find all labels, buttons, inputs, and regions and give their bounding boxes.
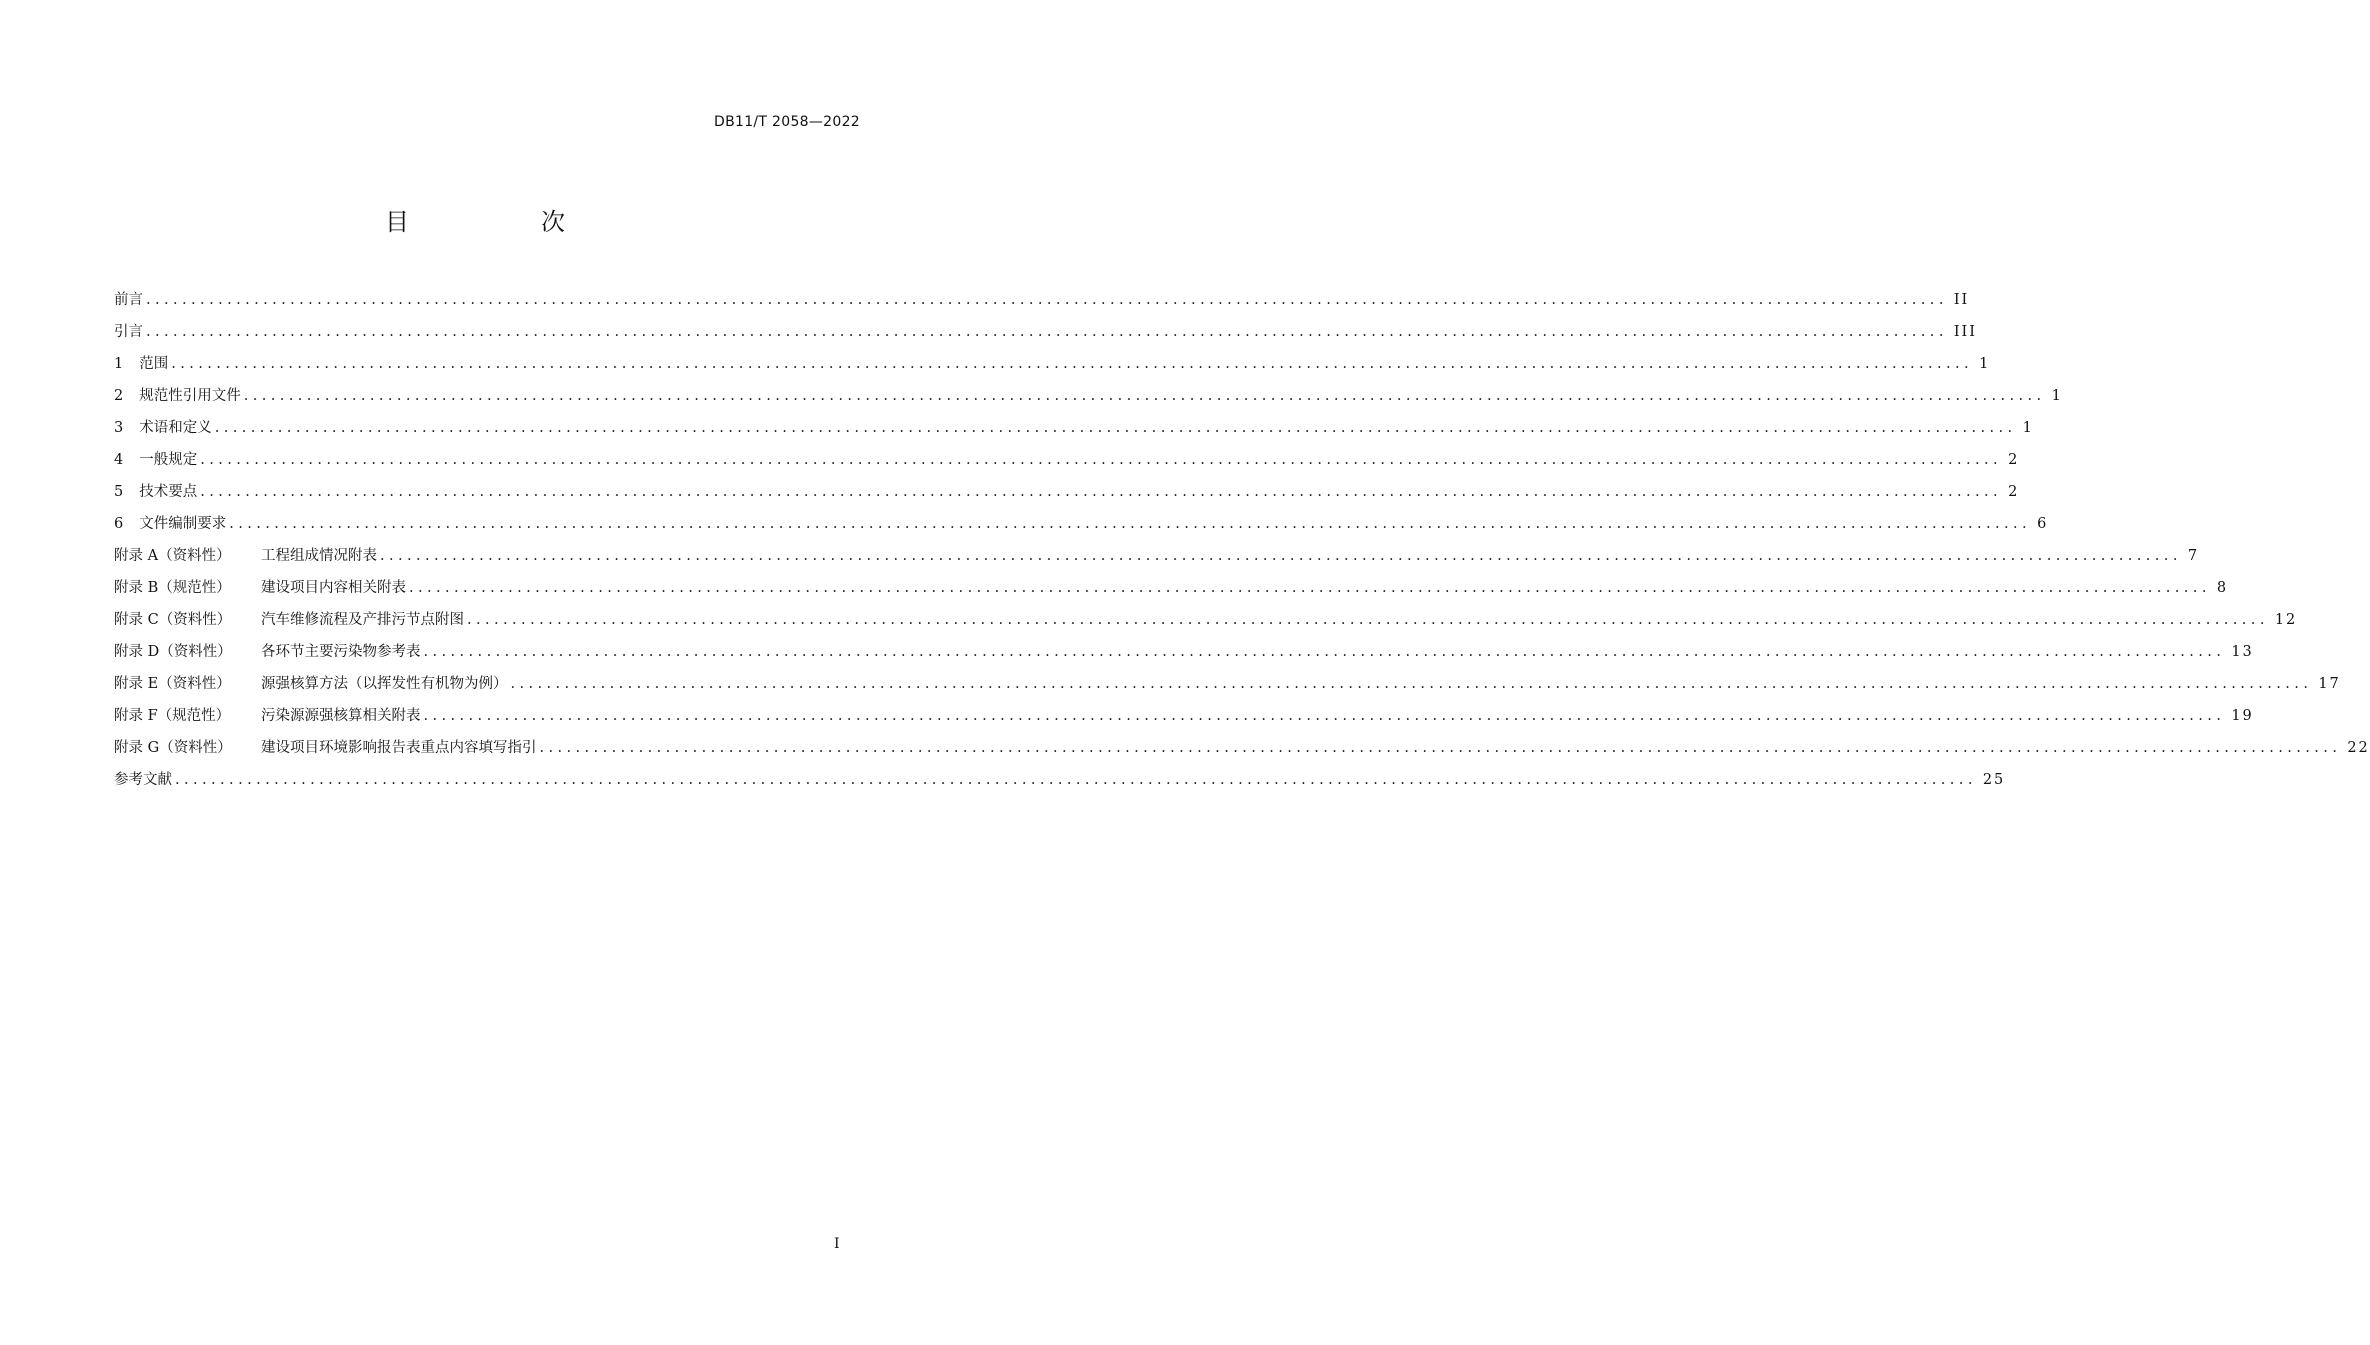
toc-entry-number: 5 <box>114 484 124 500</box>
toc-entry-section-5[interactable] <box>114 476 2020 508</box>
toc-entry-number: 6 <box>114 516 124 532</box>
toc-entry-section-2[interactable] <box>114 380 2063 412</box>
toc-entry-title: 汽车维修流程及产排污节点附图 <box>261 612 464 628</box>
toc-entry-title: 污染源源强核算相关附表 <box>261 708 421 724</box>
toc-entry-title: 术语和定义 <box>139 420 212 436</box>
toc-dot-leader: ........................................................................................................................................................................................................ <box>171 356 1974 372</box>
toc-appendix-label: 附录 B（规范性） <box>114 580 231 596</box>
toc-entry-introduction[interactable] <box>114 316 1978 348</box>
toc-entry-appendix-g[interactable] <box>114 732 2370 764</box>
toc-entry-page: 22 <box>2347 740 2370 756</box>
toc-dot-leader: ........................................................................................................................................................................................................ <box>409 580 2211 596</box>
toc-entry-section-3[interactable] <box>114 412 2034 444</box>
toc-entry-title: 建设项目环境影响报告表重点内容填写指引 <box>261 740 537 756</box>
toc-entry-title: 引言 <box>114 324 143 340</box>
toc-entry-page: 8 <box>2216 580 2229 596</box>
toc-entry-title: 源强核算方法（以挥发性有机物为例） <box>261 676 508 692</box>
page-number: I <box>834 1236 840 1252</box>
toc-entry-page: 1 <box>2022 420 2034 436</box>
toc-entry-title: 建设项目内容相关附表 <box>261 580 406 596</box>
toc-entry-number: 2 <box>114 388 124 404</box>
toc-entry-page: 6 <box>2037 516 2049 532</box>
toc-entry-appendix-b[interactable] <box>114 572 2229 604</box>
toc-dot-leader: ........................................................................................................................................................................................................ <box>380 548 2182 564</box>
toc-dot-leader: ........................................................................................................................................................................................................ <box>146 324 1948 340</box>
toc-entry-page: 2 <box>2008 484 2020 500</box>
toc-entry-page: 19 <box>2231 708 2254 724</box>
toc-entry-appendix-f[interactable] <box>114 700 2254 732</box>
standard-code: DB11/T 2058—2022 <box>714 114 860 130</box>
toc-dot-leader: ........................................................................................................................................................................................................ <box>539 740 2342 756</box>
toc-entry-appendix-c[interactable] <box>114 604 2298 636</box>
toc-entry-page: 2 <box>2008 452 2020 468</box>
toc-appendix-label: 附录 A（资料性） <box>114 548 231 564</box>
toc-entry-section-1[interactable] <box>114 348 1991 380</box>
toc-entry-number: 3 <box>114 420 124 436</box>
toc-entry-page: 7 <box>2187 548 2200 564</box>
toc-appendix-label: 附录 C（资料性） <box>114 612 232 628</box>
toc-entry-title: 规范性引用文件 <box>139 388 241 404</box>
toc-entry-page: 12 <box>2274 612 2298 628</box>
toc-entry-section-6[interactable] <box>114 508 2049 540</box>
toc-entry-title: 一般规定 <box>139 452 198 468</box>
toc-entry-number: 4 <box>114 452 124 468</box>
toc-entry-page: 17 <box>2318 676 2341 692</box>
toc-dot-leader: ........................................................................................................................................................................................................ <box>467 612 2269 628</box>
page-title: 目 次 <box>385 208 619 236</box>
toc-entry-title: 参考文献 <box>114 772 172 788</box>
toc-dot-leader: ........................................................................................................................................................................................................ <box>200 484 2003 500</box>
toc-entry-title: 前言 <box>114 292 143 308</box>
table-of-contents <box>114 284 2370 796</box>
toc-dot-leader: ........................................................................................................................................................................................................ <box>243 388 2046 404</box>
toc-entry-page: III <box>1953 324 1978 340</box>
toc-entry-section-4[interactable] <box>114 444 2020 476</box>
toc-appendix-label: 附录 D（资料性） <box>114 644 232 660</box>
toc-dot-leader: ........................................................................................................................................................................................................ <box>423 708 2226 724</box>
toc-entry-title: 技术要点 <box>139 484 198 500</box>
toc-entry-title: 文件编制要求 <box>139 516 227 532</box>
toc-dot-leader: ........................................................................................................................................................................................................ <box>510 676 2313 692</box>
toc-dot-leader: ........................................................................................................................................................................................................ <box>229 516 2032 532</box>
toc-entry-page: 25 <box>1982 772 2006 788</box>
toc-entry-appendix-e[interactable] <box>114 668 2341 700</box>
toc-dot-leader: ........................................................................................................................................................................................................ <box>146 292 1948 308</box>
toc-entry-title: 各环节主要污染物参考表 <box>261 644 421 660</box>
toc-entry-page: 13 <box>2231 644 2254 660</box>
toc-appendix-label: 附录 G（资料性） <box>114 740 232 756</box>
toc-entry-references[interactable] <box>114 764 2006 796</box>
toc-dot-leader: ........................................................................................................................................................................................................ <box>175 772 1977 788</box>
toc-entry-foreword[interactable] <box>114 284 1970 316</box>
toc-appendix-label: 附录 E（资料性） <box>114 676 231 692</box>
toc-entry-number: 1 <box>114 356 124 372</box>
toc-entry-page: 1 <box>2051 388 2063 404</box>
toc-dot-leader: ........................................................................................................................................................................................................ <box>200 452 2003 468</box>
toc-dot-leader: ........................................................................................................................................................................................................ <box>423 644 2226 660</box>
toc-entry-title: 工程组成情况附表 <box>261 548 377 564</box>
toc-entry-appendix-d[interactable] <box>114 636 2254 668</box>
toc-entry-page: 1 <box>1979 356 1991 372</box>
toc-dot-leader: ........................................................................................................................................................................................................ <box>214 420 2017 436</box>
toc-entry-page: II <box>1953 292 1970 308</box>
toc-entry-title: 范围 <box>139 356 169 372</box>
toc-entry-appendix-a[interactable] <box>114 540 2200 572</box>
toc-appendix-label: 附录 F（规范性） <box>114 708 231 724</box>
